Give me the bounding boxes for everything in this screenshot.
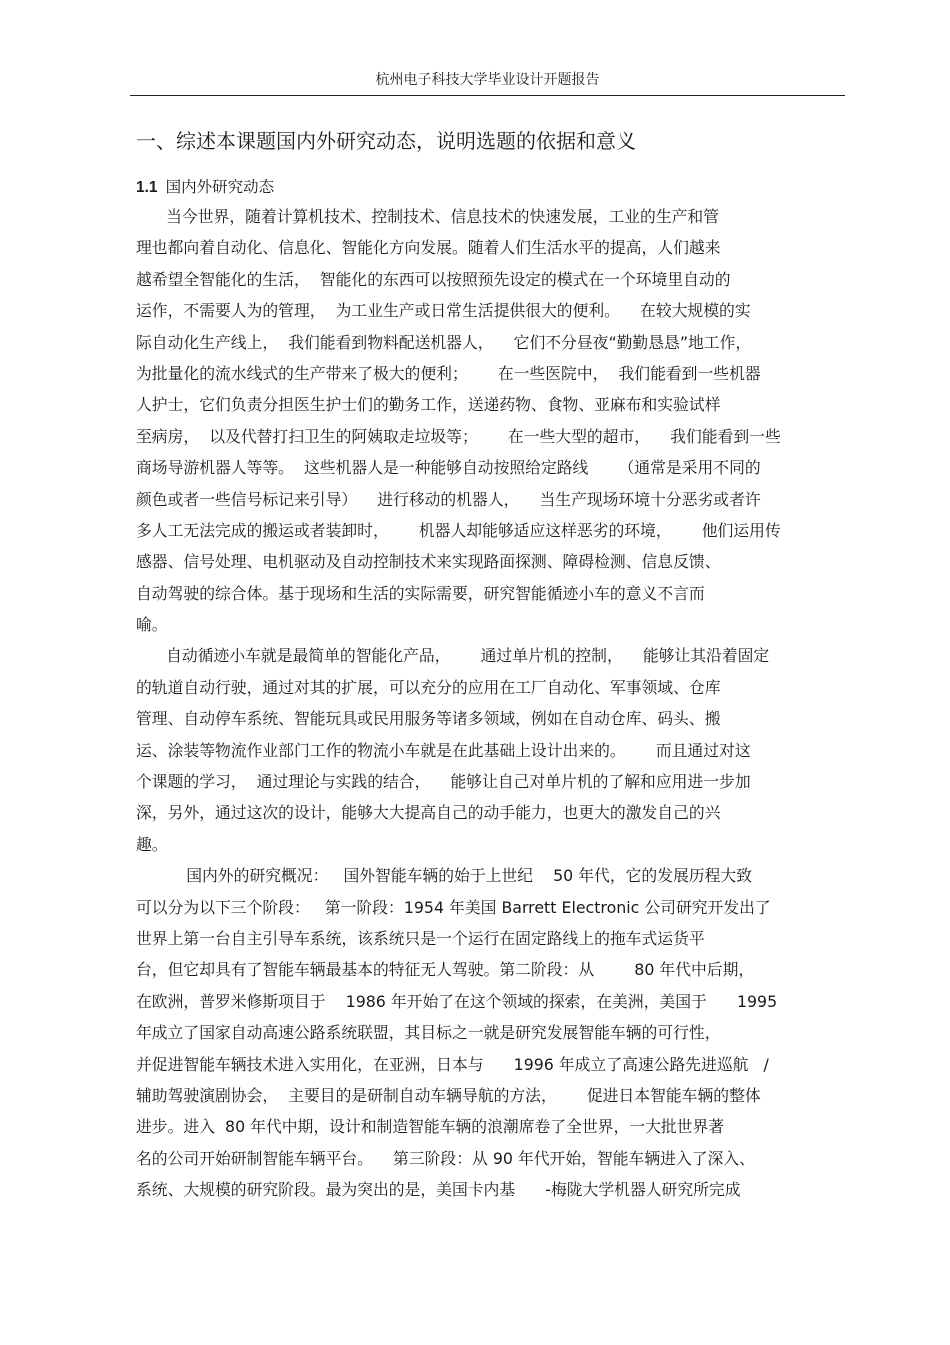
text-line: 国内外的研究概况： 国外智能车辆的始于上世纪 50 年代，它的发展历程大致 bbox=[136, 866, 752, 886]
text-line: 越希望全智能化的生活， 智能化的东西可以按照预先设定的模式在一个环境里自动的 bbox=[136, 269, 731, 289]
subsection-heading bbox=[136, 175, 274, 200]
text-line: 可以分为以下三个阶段： 第一阶段：1954 年美国 Barrett Electronic 公司研究开发出了 bbox=[136, 897, 771, 917]
text-line: 辅助驾驶演剧协会， 主要目的是研制自动车辆导航的方法， 促进日本智能车辆的整体 bbox=[136, 1085, 761, 1105]
body-text bbox=[136, 201, 851, 1206]
text-line: 在欧洲，普罗米修斯项目于 1986 年开始了在这个领域的探索，在美洲，美国于 1995 bbox=[136, 991, 778, 1011]
text-line: 人护士，它们负责分担医生护士们的勤务工作，送递药物、食物、亚麻布和实验试样 bbox=[136, 395, 721, 415]
section-heading: 一、综述本课题国内外研究动态，说明选题的依据和意义 bbox=[136, 129, 636, 153]
text-line: 际自动化生产线上， 我们能看到物料配送机器人， 它们不分昼夜“勤勤恳恳”地工作， bbox=[136, 332, 752, 352]
text-line: 台，但它却具有了智能车辆最基本的特征无人驾驶。第二阶段：从 80 年代中后期， bbox=[136, 960, 755, 980]
text-line: 为批量化的流水线式的生产带来了极大的便利； 在一些医院中， 我们能看到一些机器 bbox=[136, 363, 761, 383]
text-line: 趣。 bbox=[136, 834, 168, 854]
text-line: 深，另外，通过这次的设计，能够大大提高自己的动手能力，也更大的激发自己的兴 bbox=[136, 803, 721, 823]
text-line: 系统、大规模的研究阶段。最为突出的是，美国卡内基 -梅陇大学机器人研究所完成 bbox=[136, 1180, 741, 1200]
text-line: 喻。 bbox=[136, 615, 168, 635]
text-line: 自动循迹小车就是最简单的智能化产品， 通过单片机的控制， 能够让其沿着固定 bbox=[136, 646, 770, 666]
text-line: 自动驾驶的综合体。基于现场和生活的实际需要，研究智能循迹小车的意义不言而 bbox=[136, 583, 705, 603]
text-line: 运、涂装等物流作业部门工作的物流小车就是在此基础上设计出来的。 而且通过对这 bbox=[136, 740, 751, 760]
text-line: 并促进智能车辆技术进入实用化，在亚洲，日本与 1996 年成立了高速公路先进巡航 / bbox=[136, 1054, 769, 1074]
text-line: 管理、自动停车系统、智能玩具或民用服务等诸多领域，例如在自动仓库、码头、搬 bbox=[136, 709, 721, 729]
text-line: 颜色或者一些信号标记来引导） 进行移动的机器人， 当生产现场环境十分恶劣或者许 bbox=[136, 489, 761, 509]
text-line: 名的公司开始研制智能车辆平台。 第三阶段：从 90 年代开始，智能车辆进入了深入、 bbox=[136, 1148, 755, 1168]
text-line: 运作，不需要人为的管理， 为工业生产或日常生活提供很大的便利。 在较大规模的实 bbox=[136, 301, 751, 321]
text-line: 个课题的学习， 通过理论与实践的结合， 能够让自己对单片机的了解和应用进一步加 bbox=[136, 772, 751, 792]
text-line: 进步。进入 80 年代中期，设计和制造智能车辆的浪潮席卷了全世界，一大批世界著 bbox=[136, 1117, 725, 1137]
text-line: 的轨道自动行驶，通过对其的扩展，可以充分的应用在工厂自动化、军事领域、仓库 bbox=[136, 677, 721, 697]
text-line: 商场导游机器人等等。 这些机器人是一种能够自动按照给定路线 （通常是采用不同的 bbox=[136, 458, 761, 478]
running-header: 杭州电子科技大学毕业设计开题报告 bbox=[375, 72, 600, 88]
text-line: 多人工无法完成的搬运或者装卸时， 机器人却能够适应这样恶劣的环境， 他们运用传 bbox=[136, 520, 781, 540]
text-line: 当今世界，随着计算机技术、控制技术、信息技术的快速发展，工业的生产和管 bbox=[136, 207, 720, 226]
text-line: 年成立了国家自动高速公路系统联盟，其目标之一就是研究发展智能车辆的可行性， bbox=[136, 1023, 721, 1043]
header-rule bbox=[130, 95, 845, 96]
text-line: 至病房， 以及代替打扫卫生的阿姨取走垃圾等； 在一些大型的超市， 我们能看到一些 bbox=[136, 426, 781, 446]
subsection-title: 国内外研究动态 bbox=[165, 178, 275, 196]
subsection-number: 1.1 bbox=[136, 179, 158, 196]
text-line: 世界上第一台自主引导车系统，该系统只是一个运行在固定路线上的拖车式运货平 bbox=[136, 928, 705, 948]
text-line: 感器、信号处理、电机驱动及自动控制技术来实现路面探测、障碍检测、信息反馈、 bbox=[136, 552, 721, 572]
text-line: 理也都向着自动化、信息化、智能化方向发展。随着人们生活水平的提高，人们越来 bbox=[136, 238, 721, 258]
